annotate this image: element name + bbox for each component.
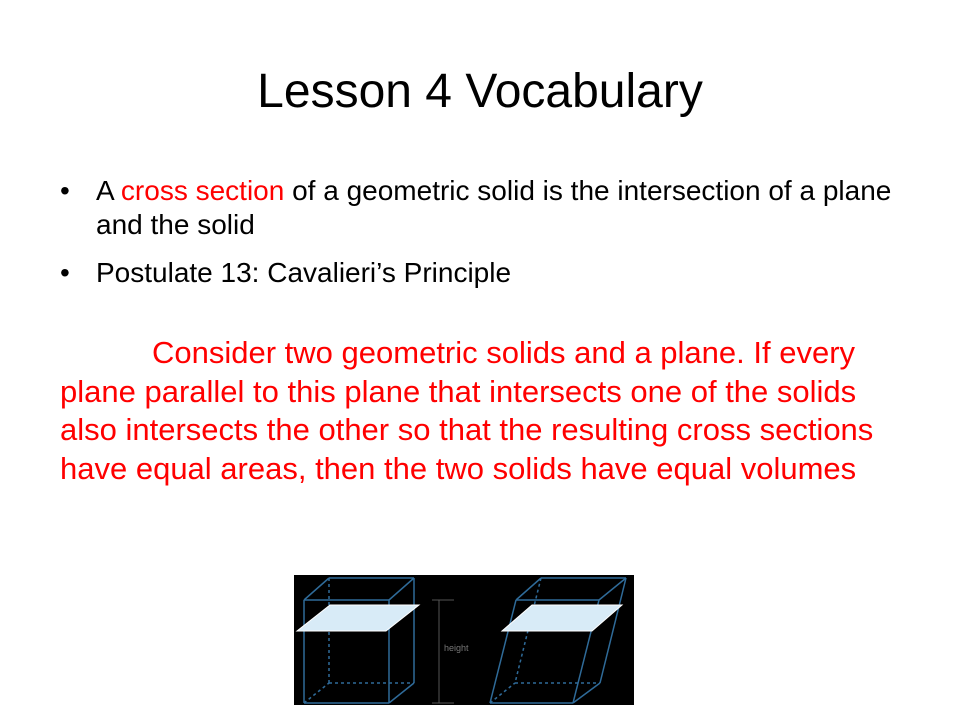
- principle-text: Consider two geometric solids and a plane. If every plane parallel to this plane that intersects one of the solids also intersects the other so that the resulting cross sections have equal areas, then the two solids have equal volumes: [60, 335, 874, 486]
- bullet-text-end: of a geometric solid is the intersection of a plane and the solid: [96, 175, 892, 240]
- oblique-prism: [490, 578, 626, 703]
- principle-paragraph: [60, 334, 920, 488]
- right-prism: [304, 578, 414, 703]
- term-cross-section: cross section: [120, 175, 285, 206]
- cavalieri-figure: [294, 575, 634, 705]
- bullet-dot: •: [60, 257, 70, 288]
- bullet-postulate: [60, 256, 910, 290]
- cavalieri-diagram: [294, 575, 634, 705]
- postulate-title: Postulate 13: Cavalieri’s Principle: [96, 257, 512, 288]
- bullet-list: [60, 174, 910, 304]
- right-cross-section-plane: [502, 605, 622, 631]
- slide-title: Lesson 4 Vocabulary: [257, 65, 703, 118]
- left-cross-section-plane: [297, 605, 419, 631]
- bullet-text-start: A: [96, 175, 121, 206]
- bullet-cross-section: [60, 174, 910, 242]
- bullet-dot: •: [60, 175, 70, 206]
- height-label: height: [444, 643, 469, 653]
